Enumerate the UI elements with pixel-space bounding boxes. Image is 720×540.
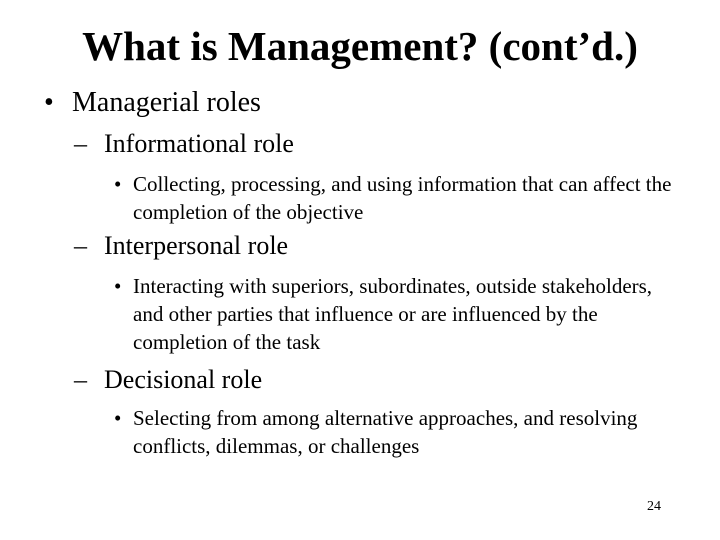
role-decisional-description xyxy=(114,404,674,460)
role-interpersonal xyxy=(74,230,288,262)
bullet-marker: • xyxy=(114,406,122,430)
role-name: Informational role xyxy=(104,129,294,158)
role-name: Interpersonal role xyxy=(104,231,289,260)
bullet-managerial-roles xyxy=(44,86,261,120)
slide-title: What is Management? (cont’d.) xyxy=(82,23,638,69)
role-description: Collecting, processing, and using information that can affect the completion of the objective xyxy=(133,172,672,224)
dash-marker: – xyxy=(74,129,87,158)
role-description: Selecting from among alternative approaches, and resolving conflicts, dilemmas, or challenges xyxy=(133,406,638,458)
role-description: Interacting with superiors, subordinates, outside stakeholders, and other parties that influence or are influenced by the completion of the task xyxy=(133,274,653,354)
role-decisional xyxy=(74,364,262,396)
bullet-marker: • xyxy=(44,87,54,118)
role-name: Decisional role xyxy=(104,365,263,394)
bullet-marker: • xyxy=(114,172,122,196)
dash-marker: – xyxy=(74,231,87,260)
role-informational xyxy=(74,128,294,160)
bullet-marker: • xyxy=(114,274,122,298)
role-interpersonal-description xyxy=(114,272,674,356)
role-informational-description xyxy=(114,170,674,226)
dash-marker: – xyxy=(74,365,87,394)
page-number: 24 xyxy=(647,499,661,514)
bullet-text: Managerial roles xyxy=(72,87,261,118)
